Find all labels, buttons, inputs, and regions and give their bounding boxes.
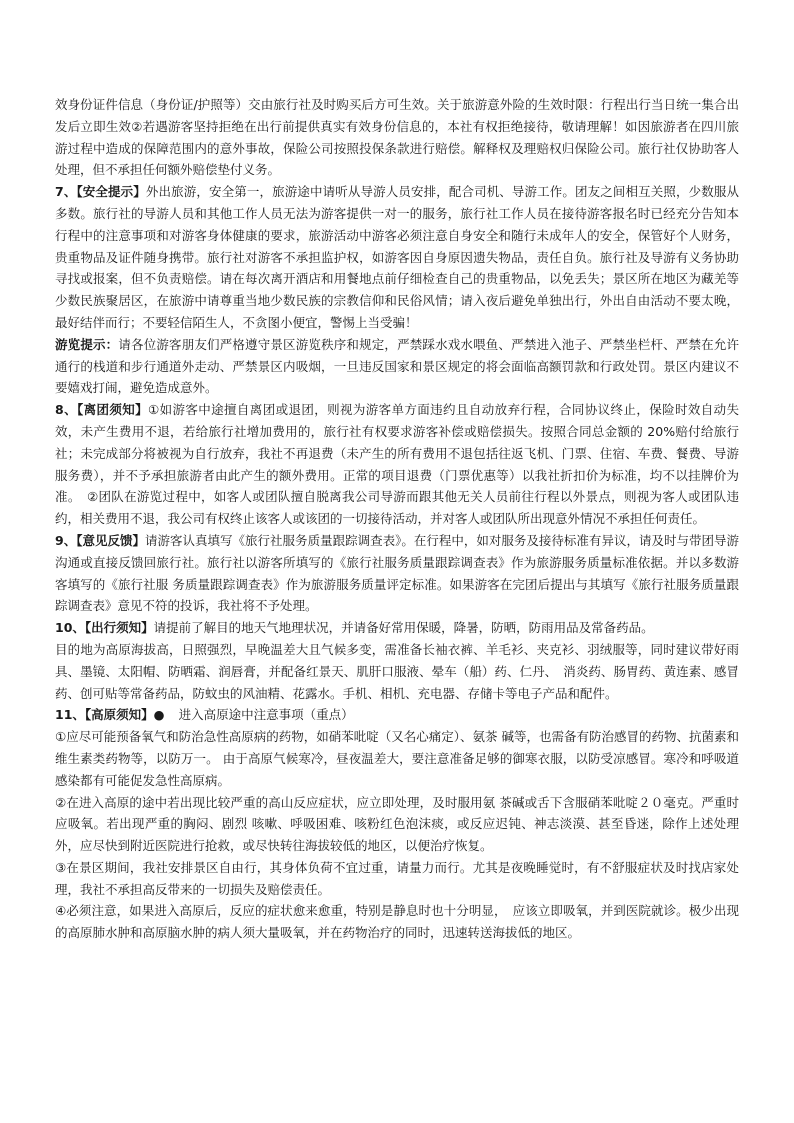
plateau-subheading: 进入高原途中注意事项（重点） <box>178 707 354 723</box>
travel-notice-details <box>55 639 739 704</box>
leave-group-text-1: ①如游客中途擅自离团或退团，则视为游客单方面违约且自动放弃行程，合同协议终止，保险时效自动失效，未产生费用不退，若给旅行社增加费用的，旅行社有权要求游客补偿或赔偿损失。按照合同总金额的 20%赔付给旅行社；未完成部分将被视为自行放弃，我社不再退费（未产生的所有费用不退包括往返飞机、门票、住宿、车费、餐费、导游服务费），并不予承担旅游者由此产生的额外费用。正常的项目退费（门票优惠等）以我社折扣价为标准，均不以挂牌价为准。 <box>55 402 739 505</box>
plateau-item-2-text: ②在进入高原的途中若出现比较严重的高山反应症状，应立即处理，及时服用氨 茶碱或舌下含服硝苯吡啶２０毫克。严重时应吸氧。若出现严重的胸闷、剧烈 咳嗽、呼吸困难、咳粉红色泡沫痰，或反应迟钝、神志淡漠、甚至昏迷，除作上述处理外，应尽快到附近医院进行抢救，或尽快转往海拔较低的地区，以便治疗恢复。 <box>55 794 739 854</box>
safety-section <box>55 181 739 334</box>
safety-heading: 7、【安全提示】 <box>55 184 146 200</box>
tour-tip-paragraph <box>55 334 739 399</box>
feedback-section <box>55 530 739 617</box>
feedback-text: 请游客认真填写《旅行社服务质量跟踪调查表》。在行程中，如对服务及接待标准有异议，请及时与带团导游沟通或直接反馈回旅行社。旅行社以游客所填写的《旅行社服务质量跟踪调查表》作为旅游服务质量标准依据。并以多数游客填写的《旅行社服 务质量跟踪调查表》作为旅游服务质量评定标准。如果游客在完团后提出与其填写《旅行社服务质量跟踪调查表》意见不符的投诉，我社将不予处理。 <box>55 532 739 614</box>
plateau-item-4-text-2: 应该立即吸氧，并到医院就诊。极少出现的高原肺水肿和高原脑水肿的病人须大量吸氧，并在药物治疗的同时，迅速转送海拔低的地区。 <box>55 903 739 941</box>
plateau-item-2 <box>55 792 739 857</box>
leave-group-section <box>55 399 739 530</box>
plateau-item-1 <box>55 726 739 791</box>
plateau-item-1-text: ①应尽可能预备氧气和防治急性高原病的药物，如硝苯吡啶（又名心痛定）、氨茶 碱等，也需备有防治感冒的药物、抗菌素和维生素类药物等，以防万一。 由于高原气候寒冷，昼夜温差大，要注意准备足够的御寒衣服，以防受凉感冒。寒冷和呼吸道感染都有可能促发急性高原病。 <box>55 729 739 788</box>
plateau-item-4-text-1: ④必须注意，如果进入高原后，反应的症状愈来愈重，特别是静息时也十分明显， <box>55 903 507 919</box>
plateau-item-3 <box>55 857 739 901</box>
tour-tip-text: 请各位游客朋友们严格遵守景区游览秩序和规定，严禁踩水戏水喂鱼、严禁进入池子、严禁坐栏杆、严禁在允许通行的栈道和步行通道外走动、严禁景区内吸烟，一旦违反国家和景区规定的将会面临高额罚款和行政处罚。景区内建议不要嬉戏打闹，避免造成意外。 <box>55 336 739 396</box>
plateau-item-3-text: ③在景区期间，我社安排景区自由行，其身体负荷不宜过重，请量力而行。尤其是夜晚睡觉时，有不舒服症状及时找店家处理，我社不承担高反带来的一切损失及赔偿责任。 <box>55 859 739 897</box>
travel-notice-details-text-1: 目的地为高原海拔高，日照强烈，早晚温差大且气候多变，需准备长袖衣裤、羊毛衫、夹克衫、羽绒服等，同时建议带好雨具、墨镜、太阳帽、防晒霜、润唇膏，并配备红景天、肌肝口服液、晕车（船）药、仁丹、 <box>55 641 739 679</box>
travel-notice-text: 请提前了解目的地天气地理状况，并请备好常用保暖，降暑，防晒，防雨用品及常备药品。 <box>153 620 654 636</box>
plateau-heading: 11、【高原须知】 <box>55 707 154 723</box>
travel-notice-heading: 10、【出行须知】 <box>55 620 154 636</box>
safety-text: 外出旅游，安全第一，旅游途中请听从导游人员安排，配合司机、导游工作。团友之间相互关照，少数服从多数。旅行社的导游人员和其他工作人员无法为游客提供一对一的服务，旅行社工作人员在接待游客报名时已经充分告知本行程中的注意事项和对游客身体健康的要求，旅游活动中游客必须注意自身安全和随行未成年人的安全，保管好个人财务，贵重物品及证件随身携带。旅行社对游客不承担监护权，如游客因自身原因遗失物品，责任自负。旅行社及导游有义务协助寻找或报案，但不负责赔偿。请在每次离开酒店和用餐地点前仔细检查自己的贵重物品，以免丢失；景区所在地区为藏羌等少数民族聚居区，在旅游中请尊重当地少数民族的宗教信仰和民俗风情；请入夜后避免单独出行，外出自由活动不要太晚，最好结伴而行；不要轻信陌生人，不贪图小便宜，警惕上当受骗！ <box>55 184 739 330</box>
plateau-item-4 <box>55 900 739 944</box>
travel-notice-section <box>55 617 739 639</box>
feedback-heading: 9、【意见反馈】 <box>55 532 145 548</box>
tour-tip-heading: 游览提示： <box>55 336 119 352</box>
document-page <box>55 94 739 944</box>
travel-notice-details-text-2: 消炎药、肠胃药、黄连素、感冒药、创可贴等常备药品，防蚊虫的风油精、花露水。手机、相机、充电器、存储卡等电子产品和配件。 <box>55 663 739 701</box>
insurance-paragraph <box>55 94 739 181</box>
insurance-text: 效身份证件信息（身份证/护照等）交由旅行社及时购买后方可生效。关于旅游意外险的生效时限：行程出行当日统一集合出发后立即生效②若遇游客坚持拒绝在出行前提供真实有效身份信息的，本社有权拒绝接待，敬请理解！如因旅游者在四川旅游过程中造成的保障范围内的意外事故，保险公司按照投保条款进行赔偿。解释权及理赔权归保险公司。旅行社仅协助客人处理，但不承担任何额外赔偿垫付义务。 <box>55 97 739 178</box>
plateau-section-title <box>55 704 739 726</box>
leave-group-text-2: ②团队在游览过程中，如客人或团队擅自脱离我公司导游而跟其他无关人员前往行程以外景点，则视为客人或团队违约，相关费用不退，我公司有权终止该客人或该团的一切接待活动，并对客人或团队所出现意外情况不承担任何责任。 <box>55 489 739 527</box>
bullet-icon: ● <box>153 707 165 723</box>
leave-group-heading: 8、【离团须知】 <box>55 402 149 418</box>
